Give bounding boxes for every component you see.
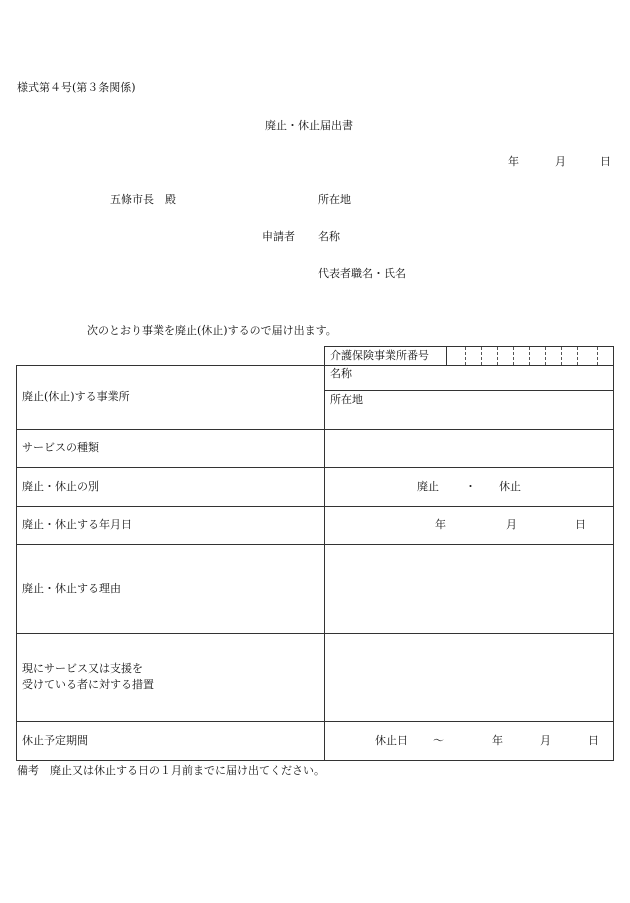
applicant-location-label: 所在地 [318,193,351,206]
date-day-label: 日 [600,155,611,168]
category-option-abolish[interactable]: 廃止 [417,480,439,493]
office-name-label: 名称 [330,367,352,380]
office-location-label: 所在地 [330,393,363,406]
digit-divider [529,347,530,365]
reason-label: 廃止・休止する理由 [22,582,121,595]
digit-divider [545,347,546,365]
category-label: 廃止・休止の別 [22,480,99,493]
date-day-field: 日 [575,518,586,531]
table-border [324,346,614,347]
representative-label: 代表者職名・氏名 [318,267,406,280]
measures-label-line2: 受けている者に対する措置 [22,678,154,691]
date-year-label: 年 [508,155,519,168]
table-border [446,346,447,365]
footer-note: 備考 廃止又は休止する日の１月前までに届け出てください。 [17,764,325,777]
measures-label-line1: 現にサービス又は支援を [22,662,143,675]
period-month: 月 [540,734,551,747]
period-prefix: 休止日 [375,734,408,747]
period-day: 日 [588,734,599,747]
date-month-field: 月 [506,518,517,531]
table-border [16,467,614,468]
table-border [16,429,614,430]
digit-divider [465,347,466,365]
statement: 次のとおり事業を廃止(休止)するので届け出ます。 [87,324,337,337]
table-border [16,721,614,722]
table-border [16,633,614,634]
form-title: 廃止・休止届出書 [265,119,353,132]
digit-divider [497,347,498,365]
category-option-suspend[interactable]: 休止 [499,480,521,493]
table-border [16,365,614,366]
date-label: 廃止・休止する年月日 [22,518,132,531]
digit-divider [513,347,514,365]
digit-divider [577,347,578,365]
service-type-label: サービスの種類 [22,441,99,454]
office-number-label: 介護保険事業所番号 [330,349,429,362]
table-border [324,346,325,761]
office-label: 廃止(休止)する事業所 [22,390,130,403]
table-border [324,390,614,391]
table-border [16,365,17,761]
applicant-name-label: 名称 [318,230,340,243]
date-month-label: 月 [555,155,566,168]
table-border [613,346,614,761]
applicant-label: 申請者 [262,230,295,243]
period-tilde: ～ [433,734,444,747]
table-border [16,760,614,761]
table-border [16,506,614,507]
digit-divider [597,347,598,365]
date-year-field: 年 [435,518,446,531]
digit-divider [481,347,482,365]
form-number: 様式第４号(第３条関係) [17,81,136,94]
period-label: 休止予定期間 [22,734,88,747]
digit-divider [561,347,562,365]
period-year: 年 [492,734,503,747]
table-border [16,544,614,545]
category-separator: ・ [465,480,476,493]
recipient: 五條市長 殿 [110,193,176,206]
